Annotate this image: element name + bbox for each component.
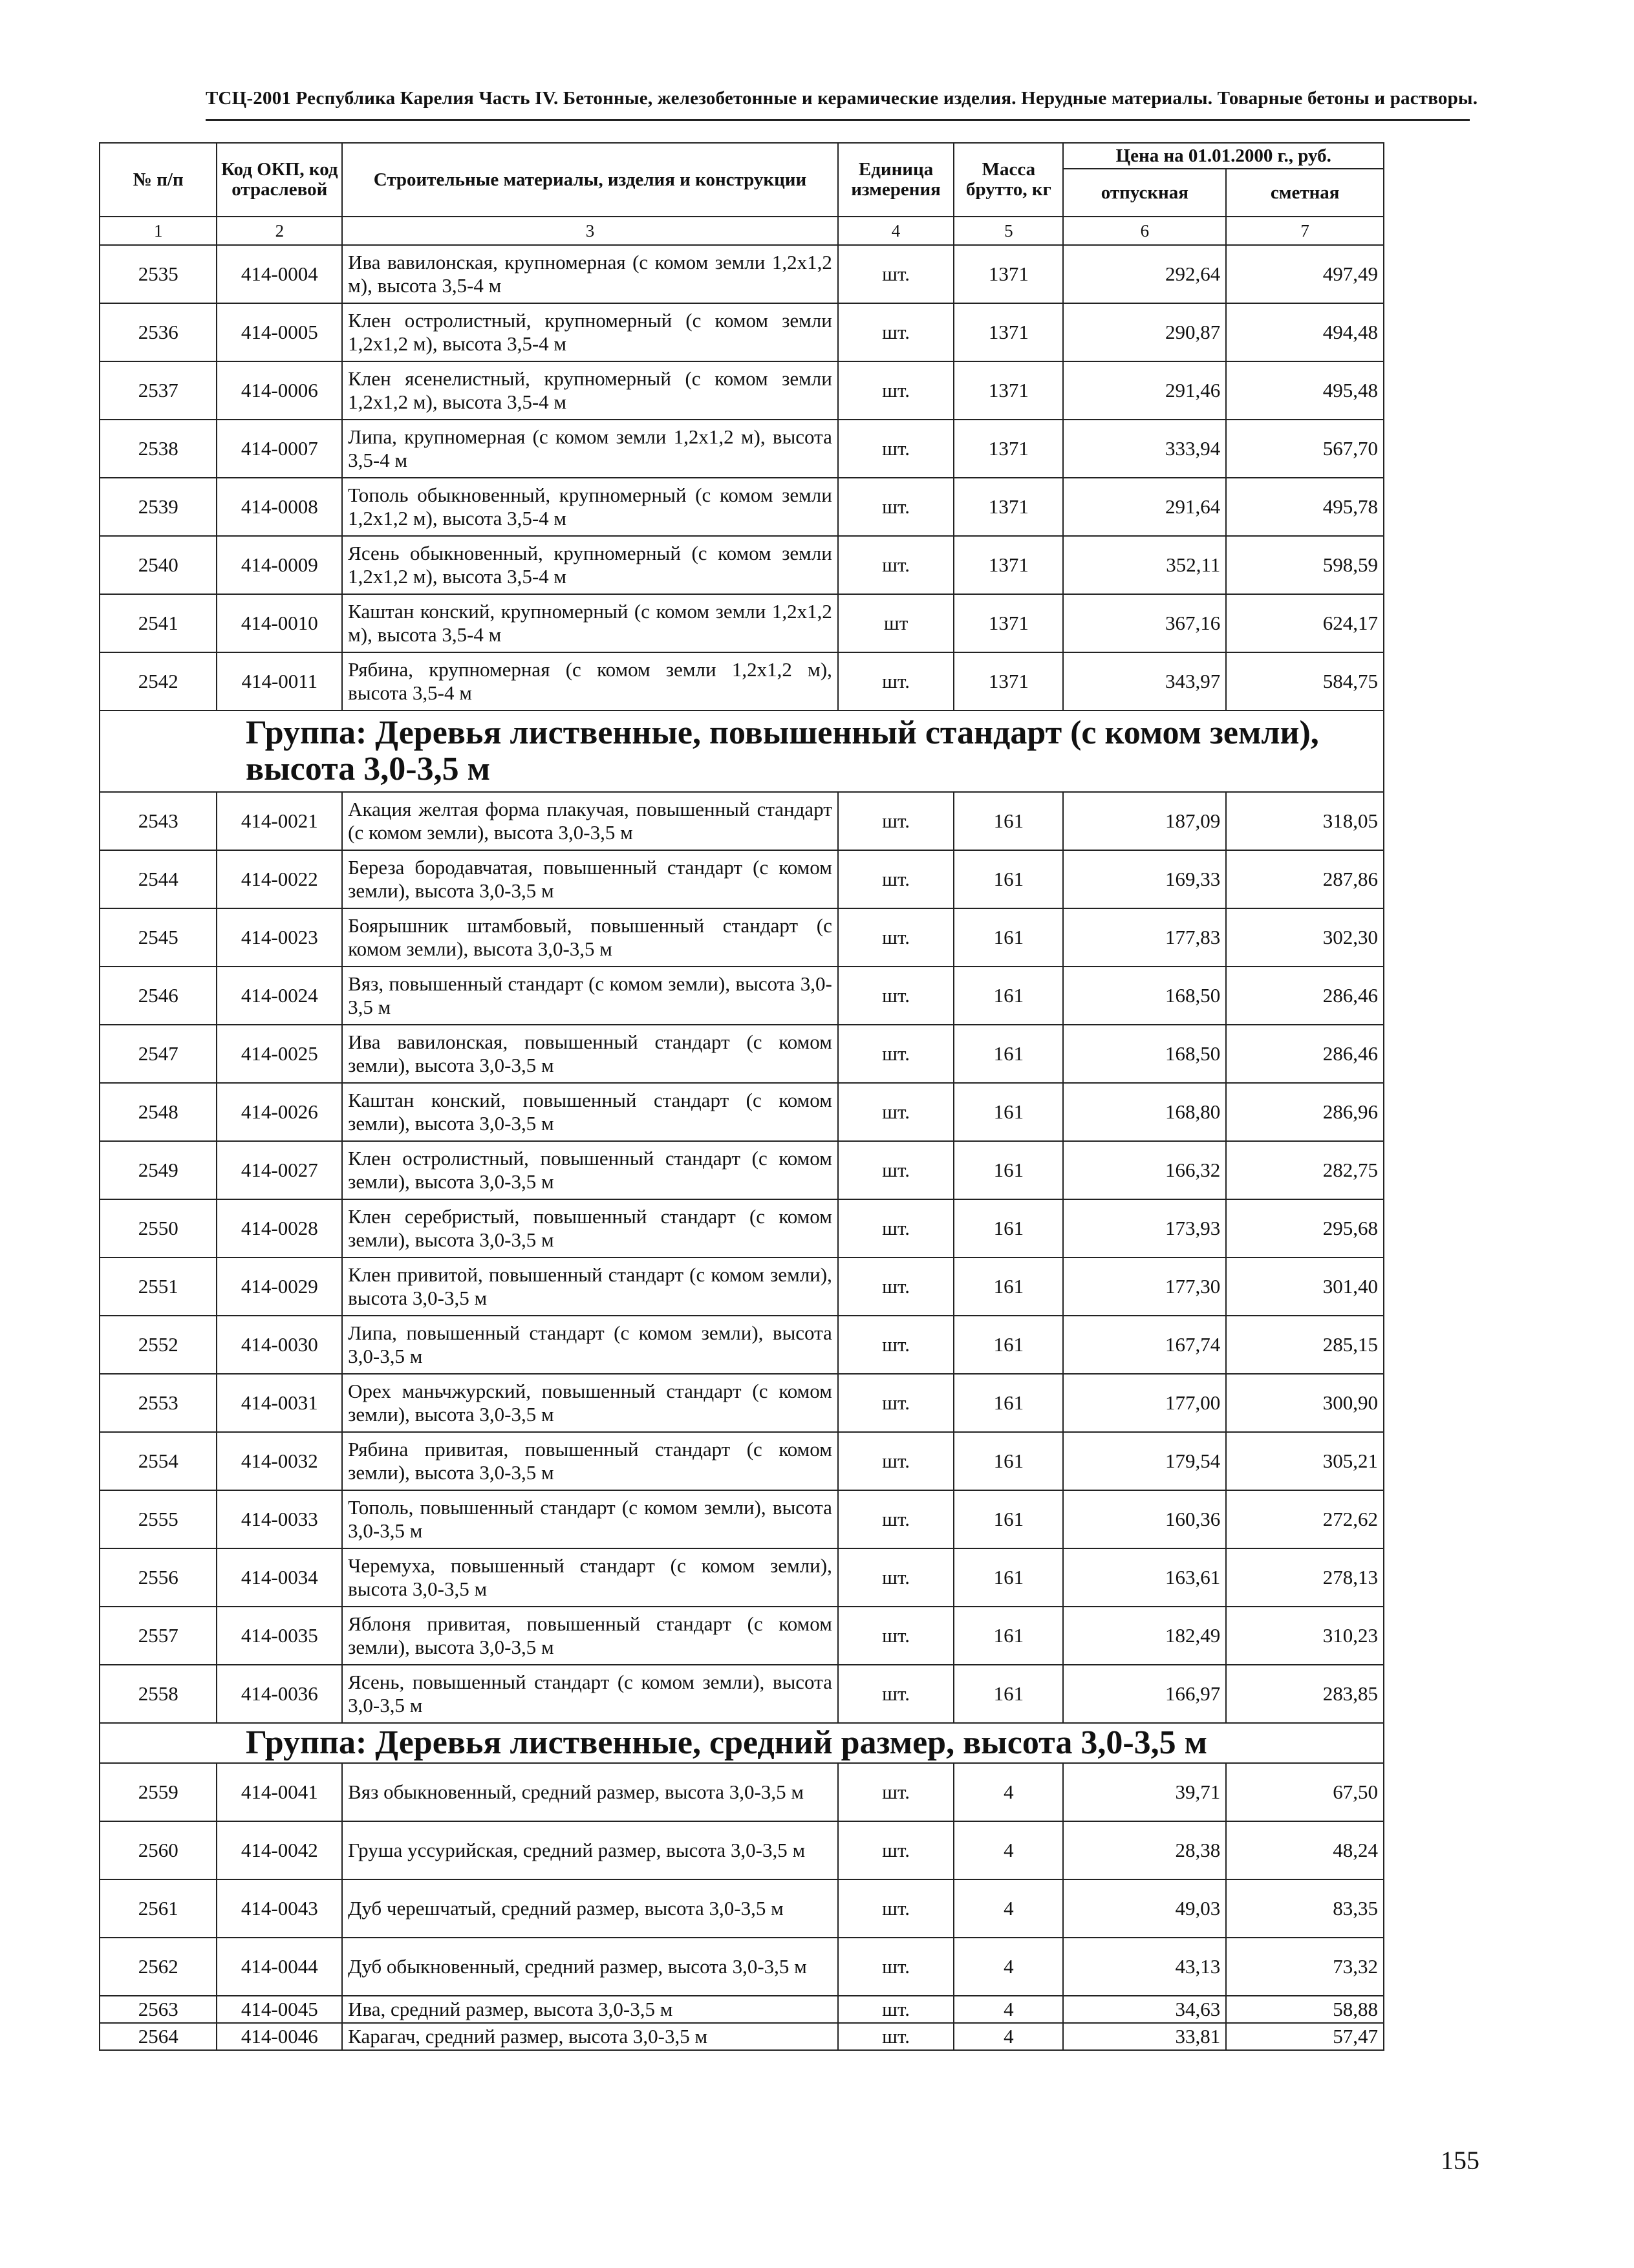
gross-mass: 1371 [954, 594, 1063, 652]
unit-of-measure: шт. [838, 420, 954, 478]
unit-of-measure: шт. [838, 1548, 954, 1607]
row-number: 2556 [100, 1548, 217, 1607]
estimate-price: 300,90 [1226, 1374, 1384, 1432]
row-number: 2564 [100, 2023, 217, 2050]
okp-code: 414-0046 [217, 2023, 342, 2050]
table-row [100, 361, 1384, 420]
estimate-price: 58,88 [1226, 1996, 1384, 2023]
material-description: Береза бородавчатая, повышенный стандарт (с комом земли), высота 3,0-3,5 м [342, 850, 838, 908]
gross-mass: 1371 [954, 652, 1063, 711]
gross-mass: 161 [954, 792, 1063, 850]
okp-code: 414-0036 [217, 1665, 342, 1723]
estimate-price: 286,46 [1226, 967, 1384, 1025]
row-number: 2535 [100, 245, 217, 303]
material-description: Яблоня привитая, повышенный стандарт (с комом земли), высота 3,0-3,5 м [342, 1607, 838, 1665]
unit-of-measure: шт. [838, 245, 954, 303]
estimate-price: 83,35 [1226, 1879, 1384, 1938]
material-description: Тополь обыкновенный, крупномерный (с комом земли 1,2х1,2 м), высота 3,5-4 м [342, 478, 838, 536]
unit-of-measure: шт. [838, 536, 954, 594]
table-row [100, 908, 1384, 967]
material-description: Клен серебристый, повышенный стандарт (с комом земли), высота 3,0-3,5 м [342, 1199, 838, 1257]
gross-mass: 161 [954, 1257, 1063, 1316]
estimate-price: 310,23 [1226, 1607, 1384, 1665]
release-price: 49,03 [1063, 1879, 1226, 1938]
table-row [100, 1821, 1384, 1879]
table-row [100, 1490, 1384, 1548]
gross-mass: 161 [954, 1607, 1063, 1665]
row-number: 2557 [100, 1607, 217, 1665]
release-price: 28,38 [1063, 1821, 1226, 1879]
unit-of-measure: шт. [838, 303, 954, 361]
okp-code: 414-0009 [217, 536, 342, 594]
unit-of-measure: шт. [838, 1607, 954, 1665]
running-header: ТСЦ-2001 Республика Карелия Часть IV. Бетонные, железобетонные и керамические изделия. Нерудные материалы. Товарные бетоны и растворы. [206, 88, 1478, 109]
okp-code: 414-0042 [217, 1821, 342, 1879]
unit-of-measure: шт. [838, 1316, 954, 1374]
gross-mass: 1371 [954, 245, 1063, 303]
material-description: Вяз обыкновенный, средний размер, высота 3,0-3,5 м [342, 1763, 838, 1821]
estimate-price: 494,48 [1226, 303, 1384, 361]
okp-code: 414-0028 [217, 1199, 342, 1257]
row-number: 2538 [100, 420, 217, 478]
release-price: 33,81 [1063, 2023, 1226, 2050]
row-number: 2562 [100, 1938, 217, 1996]
gross-mass: 161 [954, 1141, 1063, 1199]
gross-mass: 161 [954, 967, 1063, 1025]
material-description: Вяз, повышенный стандарт (с комом земли), высота 3,0-3,5 м [342, 967, 838, 1025]
unit-of-measure: шт. [838, 1938, 954, 1996]
row-number: 2537 [100, 361, 217, 420]
table-row [100, 1548, 1384, 1607]
table-row [100, 850, 1384, 908]
gross-mass: 4 [954, 1996, 1063, 2023]
gross-mass: 4 [954, 1938, 1063, 1996]
table-row [100, 1025, 1384, 1083]
gross-mass: 4 [954, 1821, 1063, 1879]
estimate-price: 272,62 [1226, 1490, 1384, 1548]
unit-of-measure: шт. [838, 2023, 954, 2050]
table-row [100, 420, 1384, 478]
gross-mass: 4 [954, 2023, 1063, 2050]
estimate-price: 495,48 [1226, 361, 1384, 420]
gross-mass: 161 [954, 1083, 1063, 1141]
row-number: 2563 [100, 1996, 217, 2023]
gross-mass: 161 [954, 908, 1063, 967]
header-unit: Единица измерения [838, 143, 954, 217]
gross-mass: 161 [954, 1374, 1063, 1432]
table-row [100, 478, 1384, 536]
estimate-price: 598,59 [1226, 536, 1384, 594]
okp-code: 414-0045 [217, 1996, 342, 2023]
estimate-price: 57,47 [1226, 2023, 1384, 2050]
row-number: 2539 [100, 478, 217, 536]
estimate-price: 497,49 [1226, 245, 1384, 303]
unit-of-measure: шт [838, 594, 954, 652]
okp-code: 414-0029 [217, 1257, 342, 1316]
gross-mass: 161 [954, 850, 1063, 908]
material-description: Тополь, повышенный стандарт (с комом земли), высота 3,0-3,5 м [342, 1490, 838, 1548]
release-price: 168,80 [1063, 1083, 1226, 1141]
unit-of-measure: шт. [838, 1432, 954, 1490]
material-description: Каштан конский, крупномерный (с комом земли 1,2х1,2 м), высота 3,5-4 м [342, 594, 838, 652]
gross-mass: 161 [954, 1548, 1063, 1607]
release-price: 173,93 [1063, 1199, 1226, 1257]
material-description: Дуб черешчатый, средний размер, высота 3,0-3,5 м [342, 1879, 838, 1938]
table-row [100, 1257, 1384, 1316]
estimate-price: 48,24 [1226, 1821, 1384, 1879]
table-row [100, 1996, 1384, 2023]
release-price: 343,97 [1063, 652, 1226, 711]
row-number: 2554 [100, 1432, 217, 1490]
estimate-price: 295,68 [1226, 1199, 1384, 1257]
release-price: 291,64 [1063, 478, 1226, 536]
material-description: Каштан конский, повышенный стандарт (с комом земли), высота 3,0-3,5 м [342, 1083, 838, 1141]
okp-code: 414-0011 [217, 652, 342, 711]
estimate-price: 73,32 [1226, 1938, 1384, 1996]
estimate-price: 285,15 [1226, 1316, 1384, 1374]
okp-code: 414-0027 [217, 1141, 342, 1199]
table-row [100, 245, 1384, 303]
row-number: 2546 [100, 967, 217, 1025]
material-description: Дуб обыкновенный, средний размер, высота 3,0-3,5 м [342, 1938, 838, 1996]
unit-of-measure: шт. [838, 1879, 954, 1938]
estimate-price: 278,13 [1226, 1548, 1384, 1607]
table-row [100, 1316, 1384, 1374]
release-price: 177,00 [1063, 1374, 1226, 1432]
row-number: 2541 [100, 594, 217, 652]
release-price: 43,13 [1063, 1938, 1226, 1996]
release-price: 160,36 [1063, 1490, 1226, 1548]
estimate-price: 286,46 [1226, 1025, 1384, 1083]
release-price: 167,74 [1063, 1316, 1226, 1374]
row-number: 2542 [100, 652, 217, 711]
okp-code: 414-0008 [217, 478, 342, 536]
gross-mass: 161 [954, 1025, 1063, 1083]
okp-code: 414-0035 [217, 1607, 342, 1665]
header-price: Цена на 01.01.2000 г., руб. [1063, 143, 1384, 169]
gross-mass: 1371 [954, 361, 1063, 420]
gross-mass: 161 [954, 1432, 1063, 1490]
okp-code: 414-0031 [217, 1374, 342, 1432]
release-price: 352,11 [1063, 536, 1226, 594]
material-description: Акация желтая форма плакучая, повышенный стандарт (с комом земли), высота 3,0-3,5 м [342, 792, 838, 850]
column-number: 2 [217, 217, 342, 245]
column-number: 6 [1063, 217, 1226, 245]
table-row [100, 1938, 1384, 1996]
release-price: 291,46 [1063, 361, 1226, 420]
okp-code: 414-0007 [217, 420, 342, 478]
unit-of-measure: шт. [838, 1821, 954, 1879]
group-title: Группа: Деревья лиственные, повышенный стандарт (с комом земли), высота 3,0-3,5 м [100, 711, 1384, 792]
unit-of-measure: шт. [838, 1996, 954, 2023]
material-description: Черемуха, повышенный стандарт (с комом земли), высота 3,0-3,5 м [342, 1548, 838, 1607]
material-description: Клен остролистный, крупномерный (с комом земли 1,2х1,2 м), высота 3,5-4 м [342, 303, 838, 361]
row-number: 2536 [100, 303, 217, 361]
row-number: 2553 [100, 1374, 217, 1432]
price-table [99, 142, 1384, 2051]
okp-code: 414-0044 [217, 1938, 342, 1996]
header-desc: Строительные материалы, изделия и конструкции [342, 143, 838, 217]
release-price: 177,30 [1063, 1257, 1226, 1316]
table-row [100, 536, 1384, 594]
estimate-price: 624,17 [1226, 594, 1384, 652]
estimate-price: 495,78 [1226, 478, 1384, 536]
okp-code: 414-0005 [217, 303, 342, 361]
column-number-row [100, 217, 1384, 245]
table-body [100, 245, 1384, 2050]
estimate-price: 287,86 [1226, 850, 1384, 908]
row-number: 2551 [100, 1257, 217, 1316]
okp-code: 414-0025 [217, 1025, 342, 1083]
material-description: Клен привитой, повышенный стандарт (с комом земли), высота 3,0-3,5 м [342, 1257, 838, 1316]
row-number: 2543 [100, 792, 217, 850]
okp-code: 414-0023 [217, 908, 342, 967]
release-price: 367,16 [1063, 594, 1226, 652]
unit-of-measure: шт. [838, 1141, 954, 1199]
material-description: Ива вавилонская, повышенный стандарт (с комом земли), высота 3,0-3,5 м [342, 1025, 838, 1083]
release-price: 182,49 [1063, 1607, 1226, 1665]
okp-code: 414-0022 [217, 850, 342, 908]
header-num: № п/п [100, 143, 217, 217]
material-description: Липа, крупномерная (с комом земли 1,2х1,2 м), высота 3,5-4 м [342, 420, 838, 478]
row-number: 2560 [100, 1821, 217, 1879]
release-price: 168,50 [1063, 1025, 1226, 1083]
table-row [100, 1879, 1384, 1938]
okp-code: 414-0043 [217, 1879, 342, 1938]
row-number: 2561 [100, 1879, 217, 1938]
material-description: Рябина привитая, повышенный стандарт (с комом земли), высота 3,0-3,5 м [342, 1432, 838, 1490]
table-row [100, 1199, 1384, 1257]
group-row [100, 711, 1384, 792]
material-description: Ива, средний размер, высота 3,0-3,5 м [342, 1996, 838, 2023]
gross-mass: 1371 [954, 478, 1063, 536]
release-price: 34,63 [1063, 1996, 1226, 2023]
release-price: 177,83 [1063, 908, 1226, 967]
unit-of-measure: шт. [838, 1257, 954, 1316]
unit-of-measure: шт. [838, 1763, 954, 1821]
row-number: 2540 [100, 536, 217, 594]
row-number: 2549 [100, 1141, 217, 1199]
material-description: Ясень обыкновенный, крупномерный (с комом земли 1,2х1,2 м), высота 3,5-4 м [342, 536, 838, 594]
estimate-price: 301,40 [1226, 1257, 1384, 1316]
table-row [100, 1432, 1384, 1490]
gross-mass: 1371 [954, 303, 1063, 361]
column-number: 3 [342, 217, 838, 245]
material-description: Орех маньчжурский, повышенный стандарт (с комом земли), высота 3,0-3,5 м [342, 1374, 838, 1432]
row-number: 2545 [100, 908, 217, 967]
table-row [100, 1374, 1384, 1432]
okp-code: 414-0032 [217, 1432, 342, 1490]
estimate-price: 305,21 [1226, 1432, 1384, 1490]
unit-of-measure: шт. [838, 850, 954, 908]
row-number: 2555 [100, 1490, 217, 1548]
material-description: Клен остролистный, повышенный стандарт (с комом земли), высота 3,0-3,5 м [342, 1141, 838, 1199]
row-number: 2552 [100, 1316, 217, 1374]
header-price-release: отпускная [1063, 169, 1226, 217]
okp-code: 414-0010 [217, 594, 342, 652]
release-price: 169,33 [1063, 850, 1226, 908]
table-row [100, 594, 1384, 652]
table-row [100, 1607, 1384, 1665]
unit-of-measure: шт. [838, 792, 954, 850]
release-price: 179,54 [1063, 1432, 1226, 1490]
row-number: 2550 [100, 1199, 217, 1257]
row-number: 2547 [100, 1025, 217, 1083]
okp-code: 414-0026 [217, 1083, 342, 1141]
estimate-price: 318,05 [1226, 792, 1384, 850]
unit-of-measure: шт. [838, 361, 954, 420]
column-number: 7 [1226, 217, 1384, 245]
release-price: 187,09 [1063, 792, 1226, 850]
material-description: Боярышник штамбовый, повышенный стандарт (с комом земли), высота 3,0-3,5 м [342, 908, 838, 967]
gross-mass: 1371 [954, 536, 1063, 594]
okp-code: 414-0030 [217, 1316, 342, 1374]
unit-of-measure: шт. [838, 652, 954, 711]
unit-of-measure: шт. [838, 1199, 954, 1257]
release-price: 39,71 [1063, 1763, 1226, 1821]
table-row [100, 2023, 1384, 2050]
release-price: 166,97 [1063, 1665, 1226, 1723]
table-row [100, 652, 1384, 711]
page-number: 155 [1441, 2146, 1479, 2175]
unit-of-measure: шт. [838, 967, 954, 1025]
okp-code: 414-0034 [217, 1548, 342, 1607]
row-number: 2544 [100, 850, 217, 908]
table-row [100, 792, 1384, 850]
gross-mass: 4 [954, 1879, 1063, 1938]
material-description: Карагач, средний размер, высота 3,0-3,5 м [342, 2023, 838, 2050]
gross-mass: 161 [954, 1665, 1063, 1723]
header-rule [206, 119, 1470, 121]
table-row [100, 1083, 1384, 1141]
okp-code: 414-0006 [217, 361, 342, 420]
row-number: 2548 [100, 1083, 217, 1141]
row-number: 2559 [100, 1763, 217, 1821]
okp-code: 414-0041 [217, 1763, 342, 1821]
unit-of-measure: шт. [838, 478, 954, 536]
header-code: Код ОКП, код отраслевой [217, 143, 342, 217]
header-mass: Масса брутто, кг [954, 143, 1063, 217]
okp-code: 414-0033 [217, 1490, 342, 1548]
release-price: 168,50 [1063, 967, 1226, 1025]
table-header [100, 143, 1384, 245]
unit-of-measure: шт. [838, 1083, 954, 1141]
header-price-estimate: сметная [1226, 169, 1384, 217]
gross-mass: 161 [954, 1490, 1063, 1548]
unit-of-measure: шт. [838, 1490, 954, 1548]
column-number: 5 [954, 217, 1063, 245]
table-row [100, 303, 1384, 361]
release-price: 290,87 [1063, 303, 1226, 361]
estimate-price: 584,75 [1226, 652, 1384, 711]
row-number: 2558 [100, 1665, 217, 1723]
column-number: 4 [838, 217, 954, 245]
okp-code: 414-0021 [217, 792, 342, 850]
gross-mass: 4 [954, 1763, 1063, 1821]
estimate-price: 67,50 [1226, 1763, 1384, 1821]
okp-code: 414-0024 [217, 967, 342, 1025]
material-description: Груша уссурийская, средний размер, высота 3,0-3,5 м [342, 1821, 838, 1879]
table-row [100, 967, 1384, 1025]
release-price: 166,32 [1063, 1141, 1226, 1199]
release-price: 333,94 [1063, 420, 1226, 478]
unit-of-measure: шт. [838, 908, 954, 967]
release-price: 163,61 [1063, 1548, 1226, 1607]
unit-of-measure: шт. [838, 1374, 954, 1432]
estimate-price: 282,75 [1226, 1141, 1384, 1199]
table-row [100, 1141, 1384, 1199]
material-description: Ива вавилонская, крупномерная (с комом земли 1,2х1,2 м), высота 3,5-4 м [342, 245, 838, 303]
group-title: Группа: Деревья лиственные, средний размер, высота 3,0-3,5 м [100, 1723, 1384, 1763]
estimate-price: 567,70 [1226, 420, 1384, 478]
column-number: 1 [100, 217, 217, 245]
table-row [100, 1665, 1384, 1723]
table-row [100, 1763, 1384, 1821]
estimate-price: 302,30 [1226, 908, 1384, 967]
material-description: Ясень, повышенный стандарт (с комом земли), высота 3,0-3,5 м [342, 1665, 838, 1723]
group-row [100, 1723, 1384, 1763]
estimate-price: 283,85 [1226, 1665, 1384, 1723]
unit-of-measure: шт. [838, 1665, 954, 1723]
gross-mass: 161 [954, 1316, 1063, 1374]
material-description: Клен ясенелистный, крупномерный (с комом земли 1,2х1,2 м), высота 3,5-4 м [342, 361, 838, 420]
release-price: 292,64 [1063, 245, 1226, 303]
estimate-price: 286,96 [1226, 1083, 1384, 1141]
material-description: Рябина, крупномерная (с комом земли 1,2х1,2 м), высота 3,5-4 м [342, 652, 838, 711]
gross-mass: 1371 [954, 420, 1063, 478]
gross-mass: 161 [954, 1199, 1063, 1257]
material-description: Липа, повышенный стандарт (с комом земли), высота 3,0-3,5 м [342, 1316, 838, 1374]
okp-code: 414-0004 [217, 245, 342, 303]
unit-of-measure: шт. [838, 1025, 954, 1083]
